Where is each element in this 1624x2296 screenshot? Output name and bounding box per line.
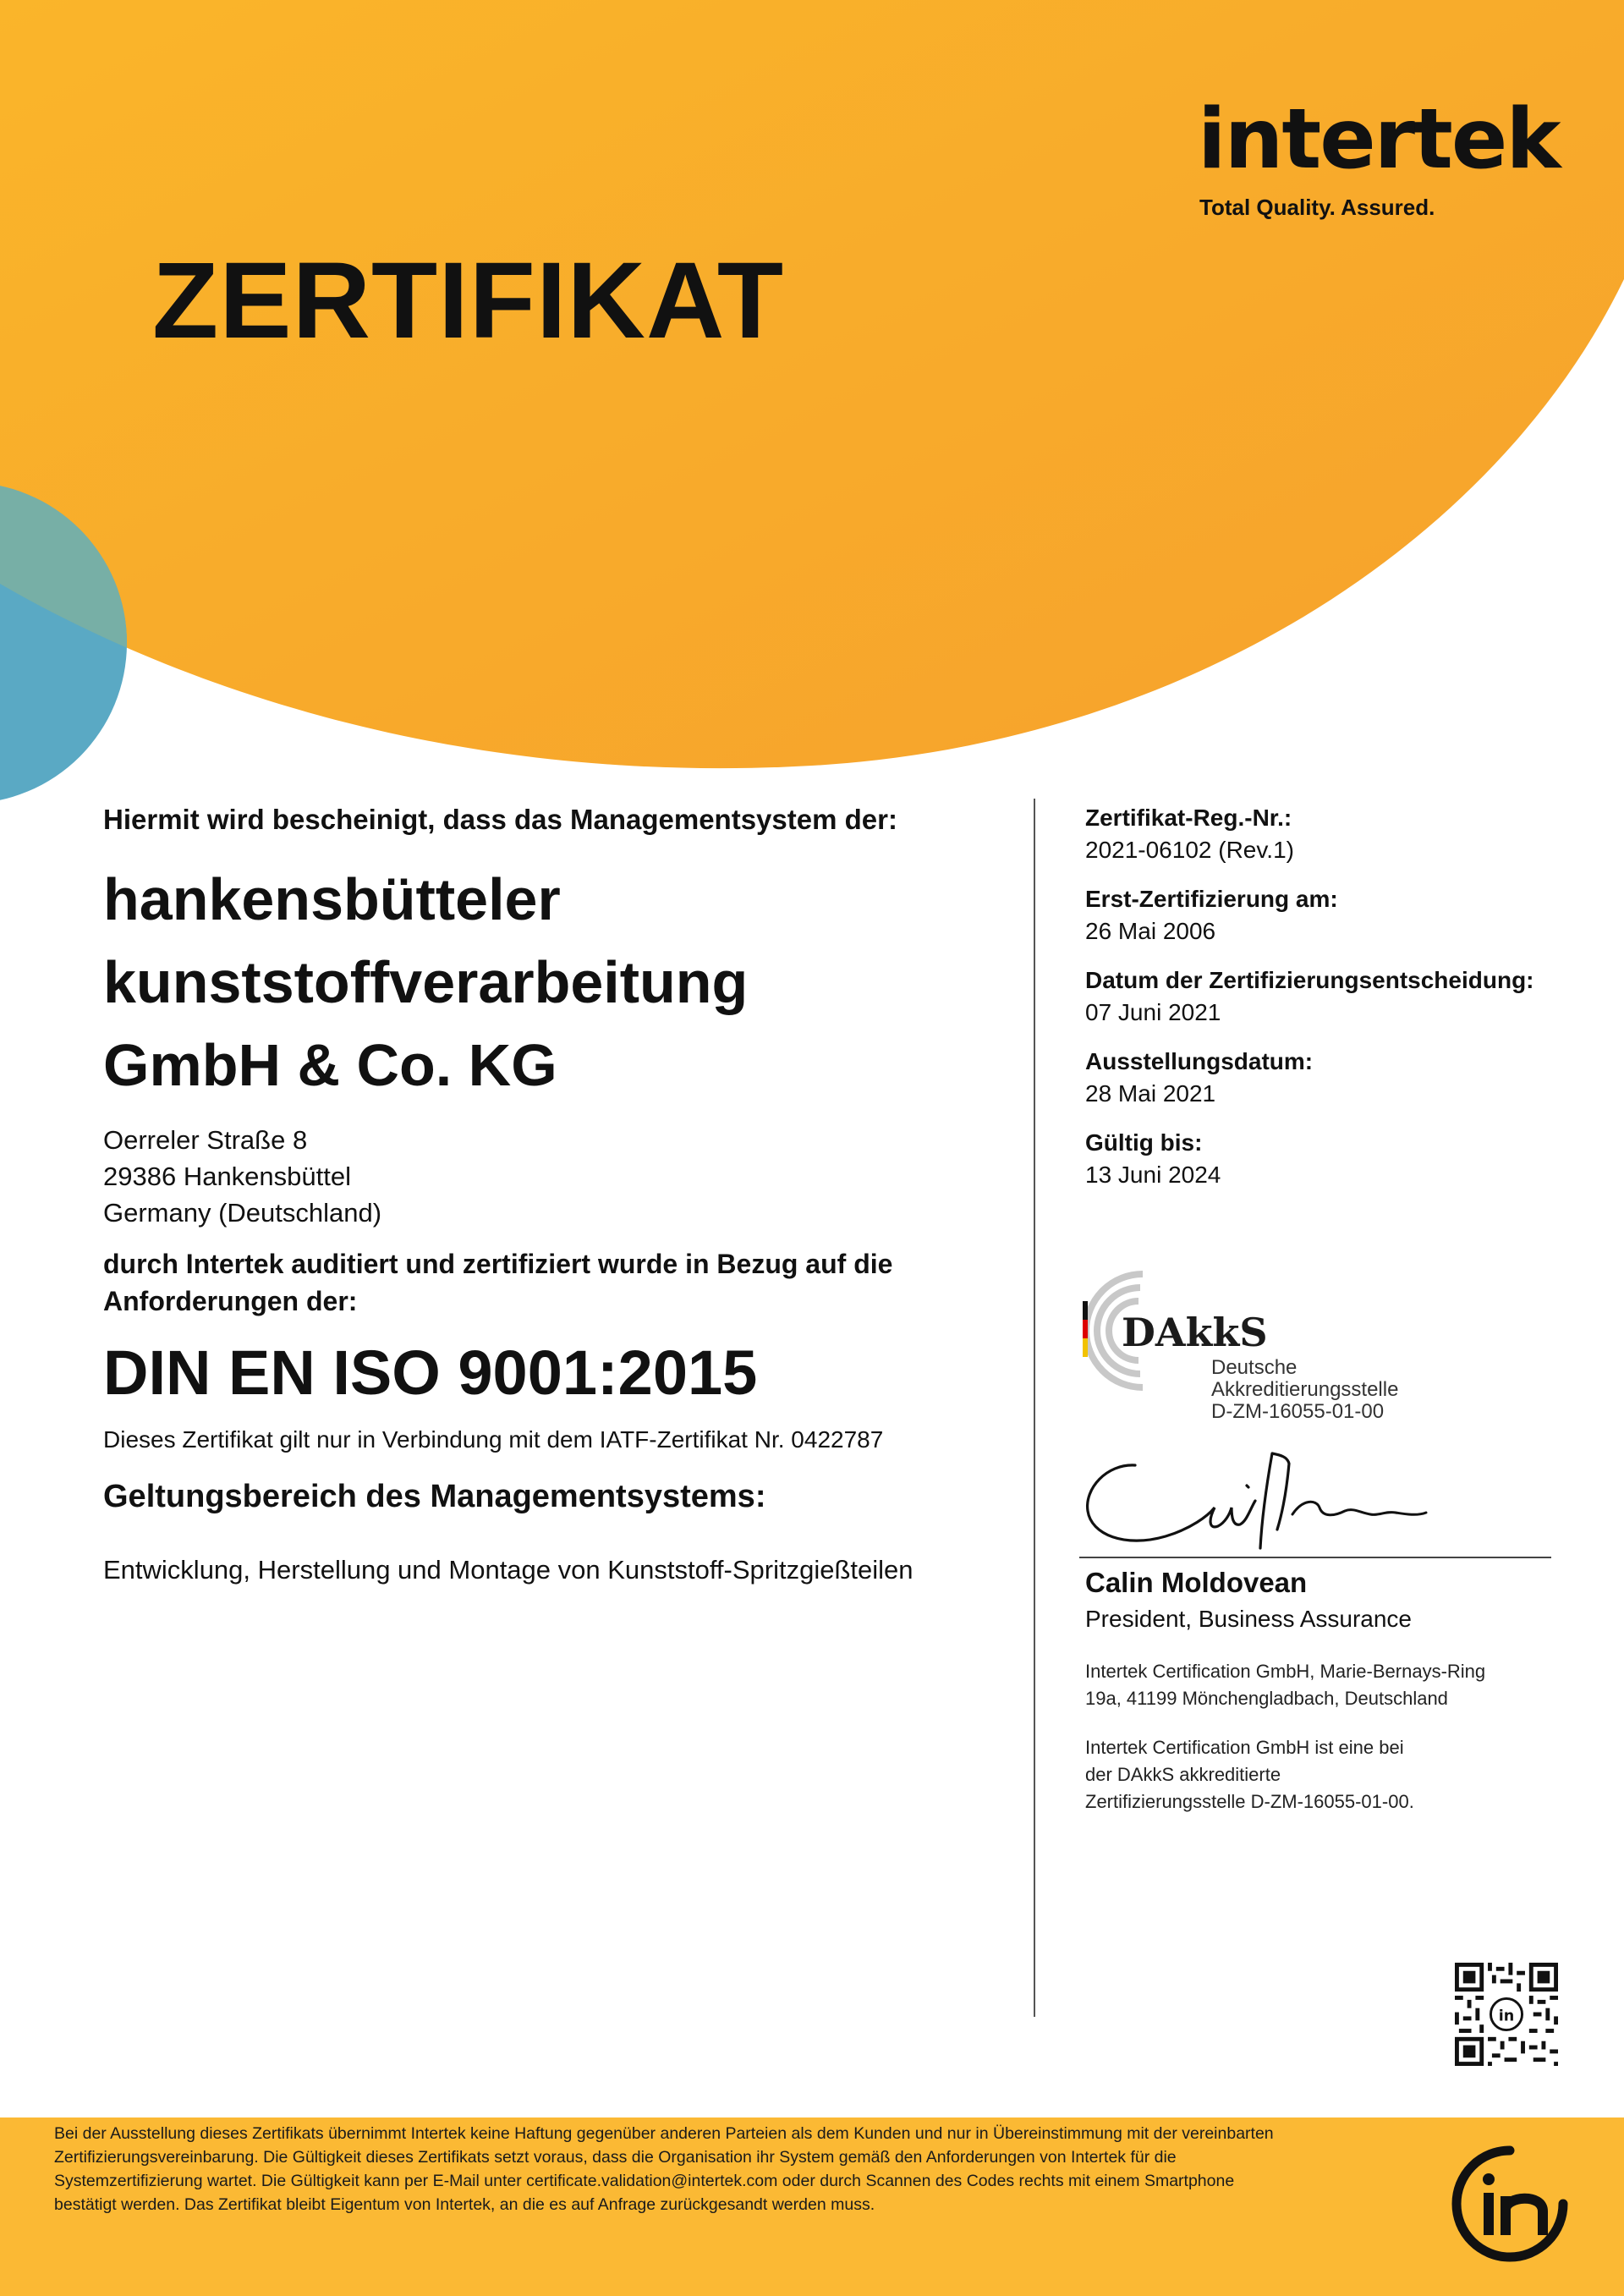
detail-value: 28 Mai 2021 xyxy=(1085,1080,1216,1107)
dakks-caption-line3: D-ZM-16055-01-00 xyxy=(1211,1400,1385,1423)
footer-line4: bestätigt werden. Das Zertifikat bleibt Eigentum von Intertek, an die es auf Anfrage zurückgesandt werden muss. xyxy=(54,2195,875,2214)
issuer-address-line1: Intertek Certification GmbH, Marie-Bernays-Ring xyxy=(1085,1661,1486,1682)
detail-first-certification xyxy=(1085,883,1534,948)
detail-valid-until xyxy=(1085,1127,1534,1191)
signatory-name: Calin Moldovean xyxy=(1085,1567,1308,1598)
detail-label: Ausstellungsdatum: xyxy=(1085,1048,1314,1074)
accreditation-note-line3: Zertifizierungsstelle D-ZM-16055-01-00. xyxy=(1085,1791,1414,1812)
certify-intro: Hiermit wird bescheinigt, dass das Managementsystem der: xyxy=(103,804,897,835)
issuer-address-line2: 19a, 41199 Mönchengladbach, Deutschland xyxy=(1085,1688,1448,1709)
detail-decision-date xyxy=(1085,964,1534,1029)
standard-name: DIN EN ISO 9001:2015 xyxy=(103,1338,758,1408)
accreditation-note-line1: Intertek Certification GmbH ist eine bei xyxy=(1085,1737,1404,1758)
detail-value: 26 Mai 2006 xyxy=(1085,918,1216,944)
detail-label: Datum der Zertifizierungsentscheidung: xyxy=(1085,967,1534,993)
scope-text: Entwicklung, Herstellung und Montage von Kunststoff-Spritzgießteilen xyxy=(103,1555,914,1585)
dakks-caption-line1: Deutsche xyxy=(1211,1356,1298,1379)
detail-value: 2021-06102 (Rev.1) xyxy=(1085,837,1294,863)
signature-line xyxy=(1079,1557,1551,1558)
accreditation-note xyxy=(1085,1734,1414,1815)
intertek-in-icon xyxy=(1438,2132,1582,2276)
detail-value: 13 Juni 2024 xyxy=(1085,1162,1221,1188)
company-name-line2: kunststoffverarbeitung xyxy=(103,949,749,1015)
page-title: ZERTIFIKAT xyxy=(152,240,785,361)
company-name-line3: GmbH & Co. KG xyxy=(103,1032,557,1098)
address-country: Germany (Deutschland) xyxy=(103,1198,382,1228)
certificate-details xyxy=(1085,802,1534,1191)
footer-disclaimer xyxy=(54,2122,1374,2216)
signature-graphic xyxy=(1081,1448,1436,1553)
detail-reg-no xyxy=(1085,802,1534,866)
accreditation-note-line2: der DAkkS akkreditierte xyxy=(1085,1764,1281,1785)
footer-line2: Zertifizierungsvereinbarung. Die Gültigkeit dieses Zertifikats setzt voraus, dass die Organisation ihr System gemäß den Anforderungen von Intertek für die xyxy=(54,2148,1177,2167)
audit-statement-line2: Anforderungen der: xyxy=(103,1286,358,1316)
detail-label: Zertifikat-Reg.-Nr.: xyxy=(1085,805,1292,831)
detail-value: 07 Juni 2021 xyxy=(1085,999,1221,1025)
company-name xyxy=(103,858,748,1107)
address-city: 29386 Hankensbüttel xyxy=(103,1162,352,1191)
qr-code-icon[interactable] xyxy=(1455,1963,1558,2066)
column-divider xyxy=(1034,799,1035,2017)
footer-line3: Systemzertifizierung wartet. Die Gültigkeit kann per E-Mail unter certificate.validation@intertek.com oder durch Scannen des Codes rechts mit einem Smartphone xyxy=(54,2172,1235,2190)
audit-statement-line1: durch Intertek auditiert und zertifiziert wurde in Bezug auf die xyxy=(103,1249,893,1279)
company-address xyxy=(103,1122,381,1231)
intertek-logo-word: intertek xyxy=(1198,91,1560,188)
address-street: Oerreler Straße 8 xyxy=(103,1125,308,1155)
svg-text:in: in xyxy=(1498,2008,1515,2025)
issuer-address xyxy=(1085,1658,1485,1712)
dakks-logo-text: DAkkS xyxy=(1122,1310,1268,1355)
audit-statement xyxy=(103,1245,892,1320)
intertek-logo-tagline: Total Quality. Assured. xyxy=(1199,195,1435,220)
detail-label: Erst-Zertifizierung am: xyxy=(1085,886,1338,912)
dakks-caption-line2: Akkreditierungsstelle xyxy=(1211,1378,1399,1401)
company-name-line1: hankensbütteler xyxy=(103,866,561,932)
validity-note: Dieses Zertifikat gilt nur in Verbindung mit dem IATF-Zertifikat Nr. 0422787 xyxy=(103,1426,884,1453)
scope-heading: Geltungsbereich des Managementsystems: xyxy=(103,1479,766,1514)
detail-label: Gültig bis: xyxy=(1085,1129,1203,1156)
detail-issue-date xyxy=(1085,1046,1534,1110)
dakks-caption xyxy=(1211,1357,1398,1423)
footer-line1: Bei der Ausstellung dieses Zertifikats übernimmt Intertek keine Haftung gegenüber anderen Parteien als dem Kunden und nur in Übereinstimmung mit der vereinbarten xyxy=(54,2124,1274,2143)
signatory-role: President, Business Assurance xyxy=(1085,1606,1412,1632)
